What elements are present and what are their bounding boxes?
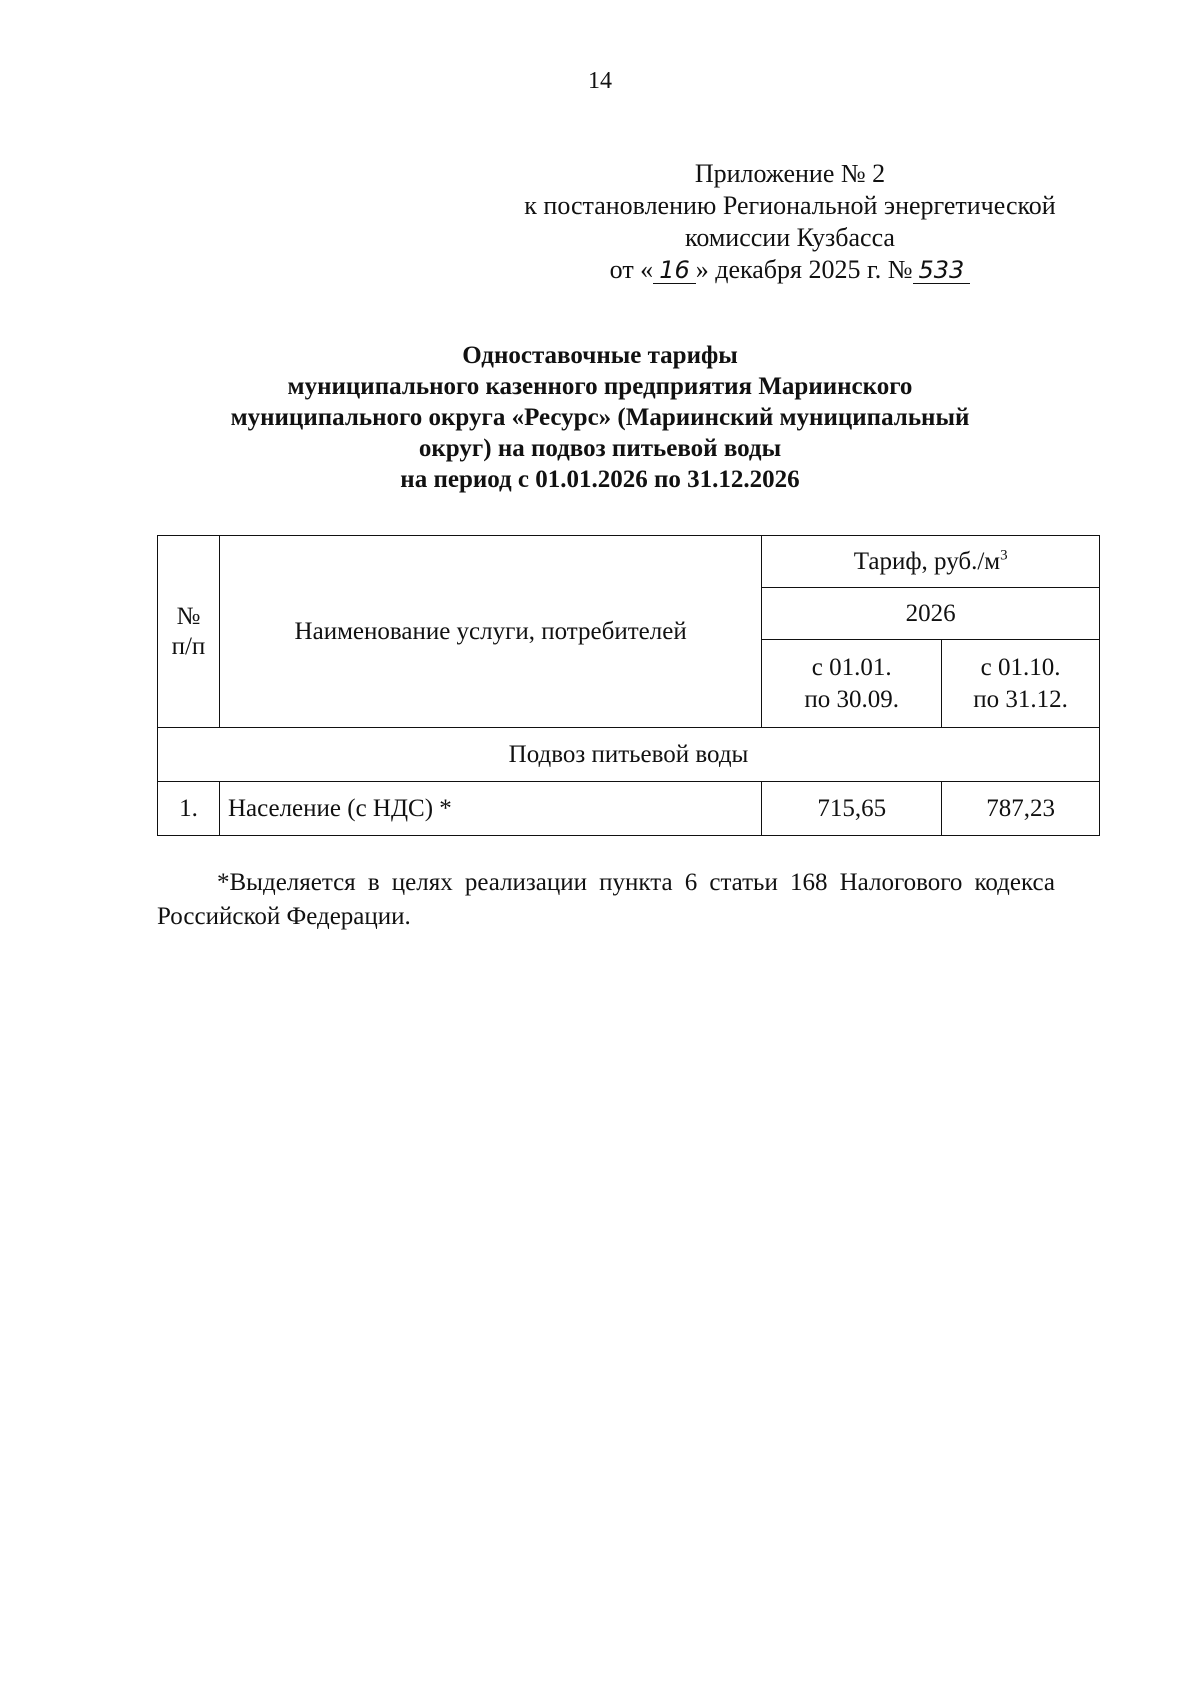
period-1-start: с 01.01. <box>811 653 892 681</box>
header-year: 2026 <box>762 588 1100 640</box>
title-line: округ) на подвоз питьевой воды <box>418 435 782 462</box>
table-row <box>158 782 1100 836</box>
period-1-end: по 30.09. <box>804 685 900 713</box>
appendix-title: Приложение № 2 <box>694 159 886 188</box>
title-line: на период с 01.01.2026 по 31.12.2026 <box>400 466 800 493</box>
section-title: Подвоз питьевой воды <box>158 728 1100 782</box>
period-2-start: с 01.10. <box>980 653 1061 681</box>
title-line: Одноставочные тарифы <box>462 342 738 369</box>
title-line: муниципального казенного предприятия Мариинского <box>287 373 913 400</box>
title-line: муниципального округа «Ресурс» (Мариинский муниципальный <box>230 404 970 431</box>
header-tariff <box>762 536 1100 588</box>
appendix-resolution-line: к постановлению Региональной энергетической <box>524 191 1056 220</box>
period-2-end: по 31.12. <box>973 685 1068 713</box>
header-number-sign: № <box>176 602 201 630</box>
appendix-date-line <box>500 254 1080 286</box>
row-tariff-period-2: 787,23 <box>942 782 1100 836</box>
row-tariff-period-1: 715,65 <box>762 782 942 836</box>
handwritten-doc-number: 533 <box>913 257 971 284</box>
row-consumer-name: Население (с НДС) * <box>219 782 761 836</box>
date-prefix: от « <box>609 255 654 284</box>
header-number <box>158 536 220 728</box>
page-number: 14 <box>588 68 612 94</box>
document-title <box>150 340 1050 495</box>
footnote: *Выделяется в целях реализации пункта 6 статьи 168 Налогового кодекса Российской Федерации. <box>157 869 1055 930</box>
section-row <box>158 728 1100 782</box>
header-period-1 <box>762 640 942 728</box>
handwritten-day: 16 <box>653 257 696 284</box>
header-tariff-label: Тариф, руб./м <box>853 547 1001 575</box>
table-header-row <box>158 536 1100 588</box>
row-number: 1. <box>158 782 220 836</box>
appendix-commission-line: комиссии Кузбасса <box>685 223 895 252</box>
header-tariff-exponent: 3 <box>1000 547 1008 564</box>
date-middle: » декабря 2025 г. № <box>695 255 913 284</box>
header-service-name: Наименование услуги, потребителей <box>219 536 761 728</box>
header-number-abbr: п/п <box>171 632 206 660</box>
appendix-header <box>500 158 1080 286</box>
header-period-2 <box>942 640 1100 728</box>
tariff-table <box>157 535 1100 836</box>
